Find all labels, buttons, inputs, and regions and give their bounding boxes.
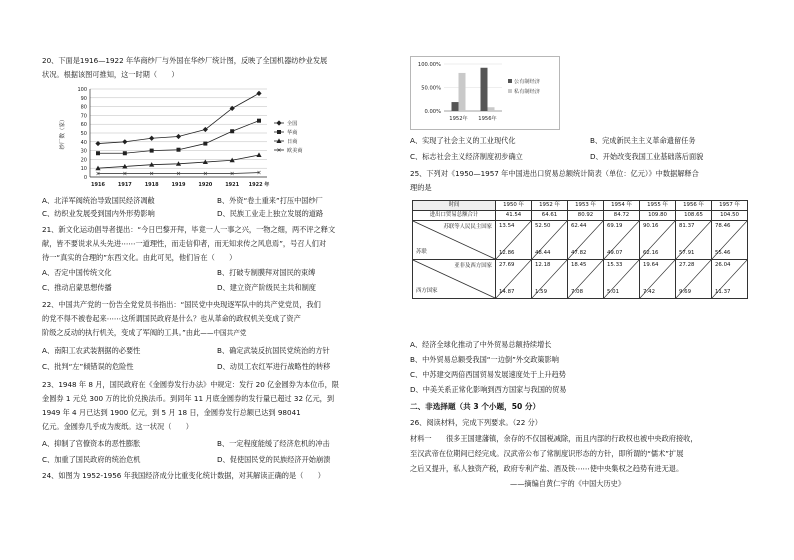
west-bottom-value: 7.42 bbox=[643, 288, 656, 295]
bar bbox=[488, 107, 495, 111]
bar bbox=[452, 102, 459, 111]
q25-option-d[interactable]: D、中美关系正常化影响到西方国家与我国的贸易 bbox=[410, 385, 567, 394]
q20-option-b[interactable]: B、外资“卷土重来”打压中国纱厂 bbox=[217, 196, 323, 205]
y-tick-label: 50 bbox=[80, 131, 87, 137]
table-cell: 41.54 bbox=[496, 211, 532, 221]
q23-option-c[interactable]: C、加重了国民政府的统治危机 bbox=[42, 455, 141, 464]
data-point bbox=[123, 151, 127, 155]
diag-cell bbox=[532, 221, 568, 260]
q24-option-a[interactable]: A、实现了社会主义的工业现代化 bbox=[410, 136, 516, 145]
diag-cell bbox=[640, 221, 676, 260]
q24-option-b[interactable]: B、完成新民主主义革命遗留任务 bbox=[590, 136, 696, 145]
legend-label: 日商 bbox=[287, 139, 298, 145]
soviet-top-value: 62.44 bbox=[571, 223, 587, 229]
diag-cell bbox=[712, 221, 748, 260]
q24-stem: 24、如图为 1952-1956 年我国经济成分比重变化统计数据，对其解读正确的是（ ） bbox=[42, 471, 325, 480]
diag-cell bbox=[676, 260, 712, 299]
q23-option-a[interactable]: A、抑制了官僚资本的恶性膨胀 bbox=[42, 439, 141, 448]
q23-stem-line1: 23、1948 年 8 月，国民政府在《金圆券发行办法》中规定：发行 20 亿金圆券为本位币，限 bbox=[42, 380, 339, 389]
y-axis-label: 纱厂数（家） bbox=[60, 116, 66, 150]
y-tick-label: 70 bbox=[80, 113, 87, 120]
legend-label: 全国 bbox=[287, 121, 298, 127]
table-header-cell: 1955 年 bbox=[640, 201, 676, 211]
west-bottom-value: 11.37 bbox=[715, 288, 731, 295]
soviet-top-value: 69.19 bbox=[607, 223, 623, 229]
legend-label: 私有制经济 bbox=[514, 89, 540, 95]
q22-option-d[interactable]: D、动员工农红军进行战略性的转移 bbox=[217, 362, 331, 371]
q22-option-b[interactable]: B、确定武装反抗国民党统治的方针 bbox=[217, 346, 330, 355]
table-header-cell: 时间 bbox=[413, 201, 496, 211]
y-tick-label: 100 bbox=[77, 87, 87, 93]
west-diagonal-cell bbox=[413, 260, 496, 299]
q21-option-b[interactable]: B、打破专制膜拜对国民的束缚 bbox=[217, 268, 316, 277]
soviet-group-label: 苏联等人民民主国家 bbox=[443, 224, 492, 230]
table-cell: 104.50 bbox=[712, 211, 748, 221]
data-point: × bbox=[256, 169, 262, 177]
y-tick-label: 50.00% bbox=[421, 85, 441, 92]
q25-stem-line2: 理的是 bbox=[410, 183, 432, 192]
diag-cell bbox=[496, 221, 532, 260]
x-tick-label: 1916 bbox=[91, 182, 105, 188]
soviet-bottom-value: 55.46 bbox=[715, 249, 731, 256]
table-cell: 109.80 bbox=[640, 211, 676, 221]
table-row bbox=[413, 260, 748, 299]
x-tick-label: 1918 bbox=[144, 182, 159, 188]
y-tick-label: 40 bbox=[80, 139, 87, 146]
diag-cell bbox=[568, 260, 604, 299]
q20-line-chart bbox=[52, 85, 324, 195]
data-point: × bbox=[95, 170, 101, 178]
x-tick-label: 1917 bbox=[117, 182, 132, 188]
soviet-bottom-value: 12.86 bbox=[499, 249, 515, 256]
q25-option-a[interactable]: A、经济全球化推动了中外贸易总额持续增长 bbox=[410, 340, 552, 349]
legend-swatch bbox=[508, 79, 512, 83]
x-tick-label: 1952年 bbox=[449, 116, 468, 122]
soviet-top-value: 90.16 bbox=[643, 223, 659, 229]
table-header-cell: 1954 年 bbox=[604, 201, 640, 211]
q26-material-line1: 材料一 很多王国建藩镇，余存的不仅国税减除，而且内部的行政权也被中央政府接收， bbox=[410, 434, 698, 443]
q23-stem-line3: 1949 年 4 月已达到 1900 亿元，到 5 月 18 日，金圆券发行总额已达到 98041 bbox=[42, 408, 301, 417]
data-point bbox=[149, 136, 154, 141]
west-top-value: 27.69 bbox=[499, 262, 515, 268]
data-point bbox=[276, 120, 281, 125]
x-tick-label: 1921 bbox=[225, 182, 240, 188]
west-top-value: 15.33 bbox=[607, 262, 623, 268]
diag-cell bbox=[604, 260, 640, 299]
q24-option-c[interactable]: C、标志社会主义经济制度初步确立 bbox=[410, 152, 523, 161]
q21-stem-line1: 21、新文化运动倡导者提出：“今日巴黎开拜，毕竟一人一事之兴，一物之细，两不评之释文 bbox=[42, 225, 336, 234]
y-tick-label: 90 bbox=[80, 95, 87, 102]
y-tick-label: 60 bbox=[80, 122, 87, 129]
q20-stem-line2: 状况。根据该图可推知，这一时期（ ） bbox=[42, 70, 179, 79]
data-point bbox=[230, 129, 234, 133]
data-point bbox=[176, 134, 181, 139]
soviet-bottom-value: 62.16 bbox=[643, 249, 659, 256]
table-header-row bbox=[413, 201, 748, 211]
q22-stem-line2: 的党不得不被卷起来⋯⋯这所谓国民政府是什么？也从革命的政权机关变成了资产 bbox=[42, 314, 301, 323]
soviet-top-value: 52.50 bbox=[535, 223, 551, 229]
q24-option-d[interactable]: D、开始改变我国工业基础落后面貌 bbox=[590, 152, 704, 161]
q21-stem-line3: 待一“真实的合理的”东西文化。由此可见，他们旨在（ ） bbox=[42, 253, 237, 262]
q20-option-a[interactable]: A、北洋军阀统治导致国民经济凋敝 bbox=[42, 196, 155, 205]
data-point bbox=[150, 149, 154, 153]
data-point: × bbox=[149, 170, 155, 178]
q20-option-d[interactable]: D、民族工业走上独立发展的道路 bbox=[217, 209, 324, 218]
west-top-value: 19.64 bbox=[643, 262, 659, 268]
west-label: 西方国家 bbox=[416, 287, 438, 294]
q20-stem-line1: 20、下面是1916—1922 年华商纱厂与外国在华纱厂统计图，反映了全国机器纺纱业发展 bbox=[42, 56, 328, 65]
soviet-top-value: 78.46 bbox=[715, 223, 731, 229]
diag-cell bbox=[532, 260, 568, 299]
legend-swatch bbox=[508, 89, 512, 93]
q25-stem-line1: 25、下列对《1950—1957 年中国进出口贸易总额统计简表（单位：亿元）》中数据解释合 bbox=[410, 169, 699, 178]
table-cell: 64.61 bbox=[532, 211, 568, 221]
diag-cell bbox=[712, 260, 748, 299]
table-row bbox=[413, 221, 748, 260]
q26-material-line3: 之后又提升，私人独资产税，政府专利产盐、酒及铁⋯⋯使中央集权之趋势有进无退。 bbox=[410, 464, 684, 473]
q24-bar-chart bbox=[410, 56, 560, 130]
data-point: × bbox=[175, 170, 182, 178]
table-header-cell: 1950 年 bbox=[496, 201, 532, 211]
west-group-label: 亚非及西方国家 bbox=[454, 263, 492, 269]
data-point bbox=[257, 119, 261, 123]
data-point: × bbox=[202, 170, 208, 178]
data-point: × bbox=[229, 170, 235, 178]
legend-label: 公有制经济 bbox=[514, 79, 540, 85]
table-header-cell: 1952 年 bbox=[532, 201, 568, 211]
table-header-cell: 1956 年 bbox=[676, 201, 712, 211]
x-tick-label: 1956年 bbox=[478, 116, 497, 122]
data-point bbox=[277, 130, 281, 134]
west-top-value: 18.45 bbox=[571, 262, 587, 268]
x-tick-label: 1920 bbox=[198, 182, 213, 188]
bar bbox=[481, 68, 488, 111]
y-tick-label: 30 bbox=[80, 148, 87, 155]
q25-option-c[interactable]: C、中苏建交两倍西国贸易发展速度处于上升趋势 bbox=[410, 370, 566, 379]
q26-stem: 26、阅读材料，完成下列要求。（22 分） bbox=[410, 418, 542, 427]
y-tick-label: 0.00% bbox=[424, 109, 441, 115]
table-cell: 84.72 bbox=[604, 211, 640, 221]
y-tick-label: 20 bbox=[80, 157, 87, 164]
soviet-top-value: 81.37 bbox=[679, 223, 695, 229]
trade-table bbox=[412, 200, 748, 299]
table-cell: 80.92 bbox=[568, 211, 604, 221]
table-cell: 108.65 bbox=[676, 211, 712, 221]
q23-option-b[interactable]: B、一定程度能缓了经济危机的冲击 bbox=[217, 439, 330, 448]
row-label: 进出口贸易总额合计 bbox=[413, 211, 496, 221]
x-tick-label: 1922 年 bbox=[248, 182, 270, 188]
q21-option-a[interactable]: A、否定中国传统文化 bbox=[42, 268, 112, 277]
q22-stem-line3 bbox=[42, 328, 394, 338]
q21-option-d[interactable]: D、建立资产阶级民主共和制度 bbox=[217, 283, 316, 292]
soviet-bottom-value: 57.91 bbox=[679, 249, 695, 256]
q21-option-c[interactable]: C、推动启蒙思想传播 bbox=[42, 283, 112, 292]
table-header-cell: 1953 年 bbox=[568, 201, 604, 211]
q22-option-c[interactable]: C、批判“左”倾错误的危险性 bbox=[42, 362, 134, 371]
table-row bbox=[413, 211, 748, 221]
y-tick-label: 10 bbox=[80, 166, 87, 173]
legend-label: 华商 bbox=[287, 130, 298, 136]
west-top-value: 26.04 bbox=[715, 262, 731, 268]
q22-source: ——中国共产党 bbox=[200, 329, 247, 337]
diag-cell bbox=[640, 260, 676, 299]
data-point: × bbox=[122, 170, 128, 178]
data-point bbox=[256, 152, 261, 157]
q22-stem-text: 阶级之反动的执行机关，变成了军阀的工具。”由此 bbox=[42, 328, 201, 337]
diag-cell bbox=[604, 221, 640, 260]
y-tick-label: 80 bbox=[80, 104, 87, 111]
y-tick-label: 0 bbox=[83, 175, 87, 181]
q23-stem-line2: 金圆券 1 元兑 300 万的比价兑换法币。到同年 11 月底金圆券的发行量已超过 32 亿元，到 bbox=[42, 394, 335, 403]
y-tick-label: 100.00% bbox=[417, 62, 441, 68]
data-point: × bbox=[276, 147, 282, 154]
soviet-bottom-value: 49.07 bbox=[607, 249, 623, 256]
data-point bbox=[96, 151, 100, 155]
diag-cell bbox=[676, 221, 712, 260]
soviet-top-value: 13.54 bbox=[499, 223, 515, 229]
q23-stem-line4: 亿元。金圆券几乎成为废纸。这一状况（ ） bbox=[42, 422, 193, 431]
soviet-diagonal-cell bbox=[413, 221, 496, 260]
data-point bbox=[177, 148, 181, 152]
west-bottom-value: 9.69 bbox=[679, 288, 692, 295]
soviet-bottom-value: 47.82 bbox=[571, 249, 587, 256]
west-top-value: 27.28 bbox=[679, 262, 695, 268]
soviet-label: 苏联 bbox=[416, 248, 427, 255]
q23-option-d[interactable]: D、促使国民党的民族经济开始崩溃 bbox=[217, 455, 331, 464]
west-bottom-value: 7.08 bbox=[571, 288, 584, 295]
west-bottom-value: 1.59 bbox=[535, 288, 548, 295]
q20-option-c[interactable]: C、纺织业发展受到国内外形势影响 bbox=[42, 209, 155, 218]
west-bottom-value: 14.87 bbox=[499, 288, 515, 295]
q22-option-a[interactable]: A、南阳工农武装割据的必要性 bbox=[42, 346, 141, 355]
q21-stem-line2: 献，皆不要说求从头先进⋯⋯一道理性，而走信仰者，而无知求传之风息焉”，号召人们对 bbox=[42, 239, 327, 248]
section-2-heading: 二、非选择题（共 3 个小题，50 分） bbox=[410, 402, 541, 411]
q25-option-b[interactable]: B、中外贸易总额受我国“一边倒”外交政策影响 bbox=[410, 355, 559, 364]
diag-cell bbox=[496, 260, 532, 299]
table-header-cell: 1957 年 bbox=[712, 201, 748, 211]
data-point bbox=[122, 139, 127, 144]
q22-stem-line1: 22、中国共产党的一份告全党党员书指出：“国民党中央现逐军队中的共产党党员，我们 bbox=[42, 300, 321, 309]
soviet-bottom-value: 48.44 bbox=[535, 249, 551, 256]
q26-material-line2: 至汉武帝在位期间已经完成。汉武帝公布了常制度识形态的方针，即所谓的“儒术”扩展 bbox=[410, 449, 684, 458]
west-top-value: 12.18 bbox=[535, 262, 551, 268]
diag-cell bbox=[568, 221, 604, 260]
legend-label: 欧美商 bbox=[287, 148, 303, 154]
data-point bbox=[203, 142, 207, 146]
x-tick-label: 1919 bbox=[171, 182, 186, 188]
west-bottom-value: 5.01 bbox=[607, 288, 620, 295]
q26-source: ——摘编自黄仁宇的《中国大历史》 bbox=[510, 479, 626, 488]
data-point bbox=[256, 91, 261, 96]
bar bbox=[459, 73, 466, 111]
